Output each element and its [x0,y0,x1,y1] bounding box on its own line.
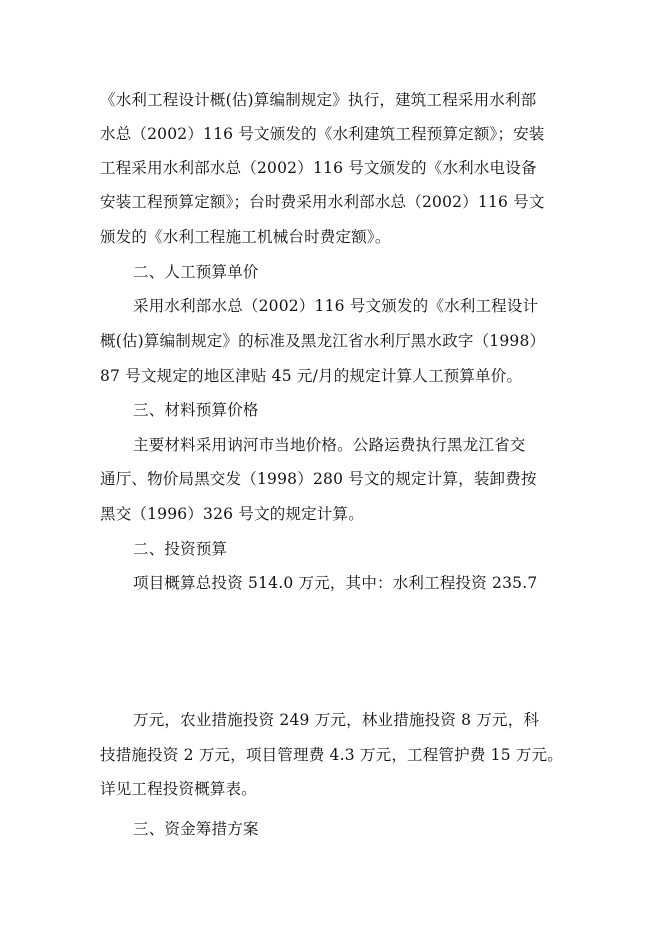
text-line: 水总（2002）116 号文颁发的《水利建筑工程预算定额》；安装 [100,125,545,143]
text-line: 项目概算总投资 514.0 万元，其中：水利工程投资 235.7 [133,574,538,592]
text-line: 颁发的《水利工程施工机械台时费定额》。 [100,228,391,246]
section-heading-material: 三、材料预算价格 [133,401,259,419]
text-line: 主要材料采用讷河市当地价格。公路运费执行黑龙江省交 [133,436,526,454]
text-line: 《水利工程设计概(估)算编制规定》执行，建筑工程采用水利部 [100,91,537,109]
text-line: 87 号文规定的地区津贴 45 元/月的规定计算人工预算单价。 [100,367,523,385]
section-heading-funding: 三、资金筹措方案 [133,820,259,838]
text-line: 工程采用水利部水总（2002）116 号文颁发的《水利水电设备 [100,159,537,177]
section-heading-labor: 二、人工预算单价 [133,263,259,281]
text-line: 万元，农业措施投资 249 万元，林业措施投资 8 万元，科 [133,711,540,729]
text-line: 技措施投资 2 万元，项目管理费 4.3 万元，工程管护费 15 万元。 [100,746,563,764]
text-line: 安装工程预算定额》；台时费采用水利部水总（2002）116 号文 [100,193,545,211]
text-line: 概(估)算编制规定》的标准及黑龙江省水利厅黑水政字（1998） [100,332,546,350]
text-line: 通厅、物价局黑交发（1998）280 号文的规定计算，装卸费按 [100,470,537,488]
text-line: 黑交（1996）326 号文的规定计算。 [100,505,364,523]
section-heading-investment: 二、投资预算 [133,540,228,558]
text-line: 详见工程投资概算表。 [100,780,258,798]
text-line: 采用水利部水总（2002）116 号文颁发的《水利工程设计 [133,297,539,315]
